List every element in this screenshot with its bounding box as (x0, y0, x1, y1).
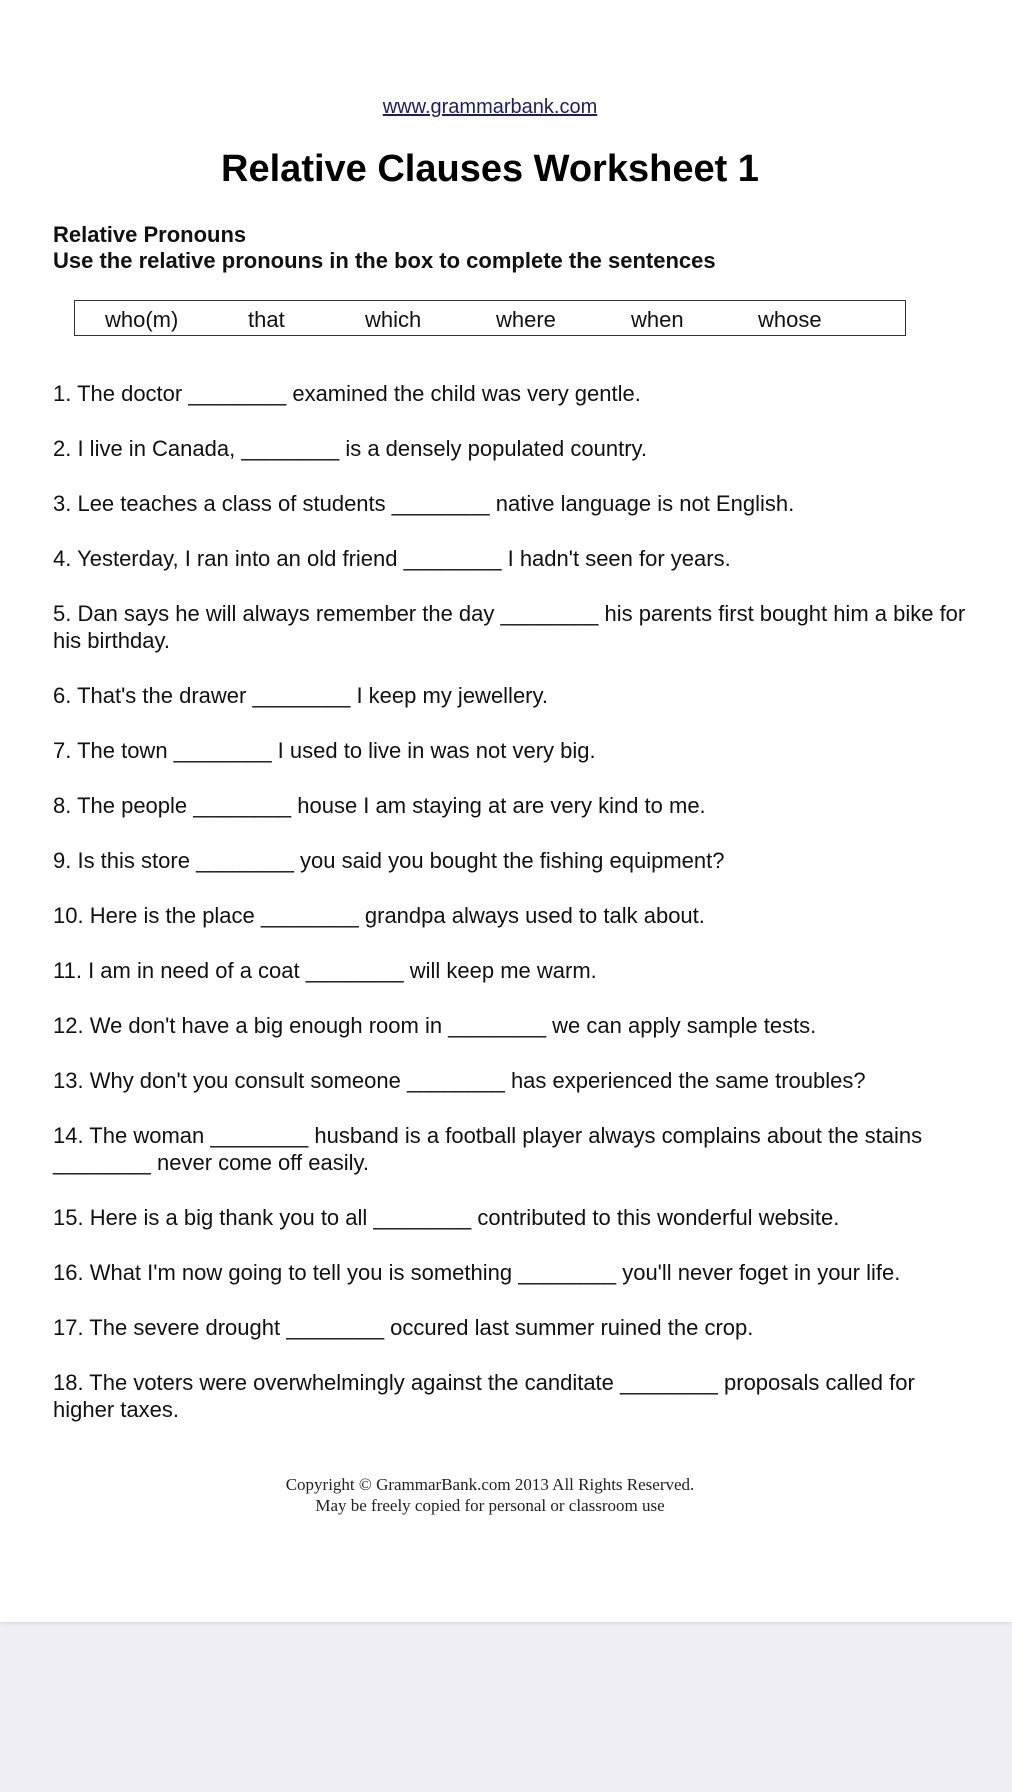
sentence-3: 3. Lee teaches a class of students ________ native language is not English. (53, 491, 795, 516)
word-where: where (496, 307, 556, 332)
sentence-15: 15. Here is a big thank you to all ________ contributed to this wonderful website. (53, 1205, 840, 1230)
word-who-m: who(m) (105, 307, 179, 332)
instructions: Use the relative pronouns in the box to complete the sentences (53, 248, 716, 273)
word-when: when (631, 307, 684, 332)
site-link[interactable]: www.grammarbank.com (382, 96, 598, 118)
sentence-18: 18. The voters were overwhelmingly against the canditate ________ proposals called for higher taxes. (53, 1370, 915, 1422)
word-whose: whose (758, 307, 822, 332)
sentence-11: 11. I am in need of a coat ________ will keep me warm. (53, 958, 597, 983)
copyright-line-2: May be freely copied for personal or classroom use (315, 1496, 665, 1515)
sentence-5: 5. Dan says he will always remember the day ________ his parents first bought him a bike for his birthday. (53, 601, 966, 653)
section-title: Relative Pronouns (53, 222, 247, 247)
sentence-14: 14. The woman ________ husband is a football player always complains about the stains ________ never come off easily. (53, 1123, 923, 1175)
sentence-16: 16. What I'm now going to tell you is something ________ you'll never foget in your life. (53, 1260, 901, 1285)
word-box (74, 300, 906, 336)
sentence-13: 13. Why don't you consult someone ________ has experienced the same troubles? (53, 1068, 866, 1093)
word-that: that (248, 307, 285, 332)
copyright (0, 1474, 980, 1516)
sentence-7: 7. The town ________ I used to live in was not very big. (53, 738, 596, 763)
copyright-line-1: Copyright © GrammarBank.com 2013 All Rights Reserved. (285, 1475, 695, 1494)
sentence-list (53, 380, 973, 1451)
word-which: which (365, 307, 422, 332)
page-title: Relative Clauses Worksheet 1 (221, 148, 759, 190)
sentence-17: 17. The severe drought ________ occured last summer ruined the crop. (53, 1315, 754, 1340)
sentence-8: 8. The people ________ house I am staying at are very kind to me. (53, 793, 706, 818)
sentence-12: 12. We don't have a big enough room in ________ we can apply sample tests. (53, 1013, 817, 1038)
sentence-1: 1. The doctor ________ examined the child was very gentle. (53, 381, 641, 406)
sentence-4: 4. Yesterday, I ran into an old friend ________ I hadn't seen for years. (53, 546, 731, 571)
sentence-6: 6. That's the drawer ________ I keep my jewellery. (53, 683, 548, 708)
sentence-10: 10. Here is the place ________ grandpa always used to talk about. (53, 903, 705, 928)
sentence-9: 9. Is this store ________ you said you bought the fishing equipment? (53, 848, 725, 873)
sentence-2: 2. I live in Canada, ________ is a densely populated country. (53, 436, 647, 461)
